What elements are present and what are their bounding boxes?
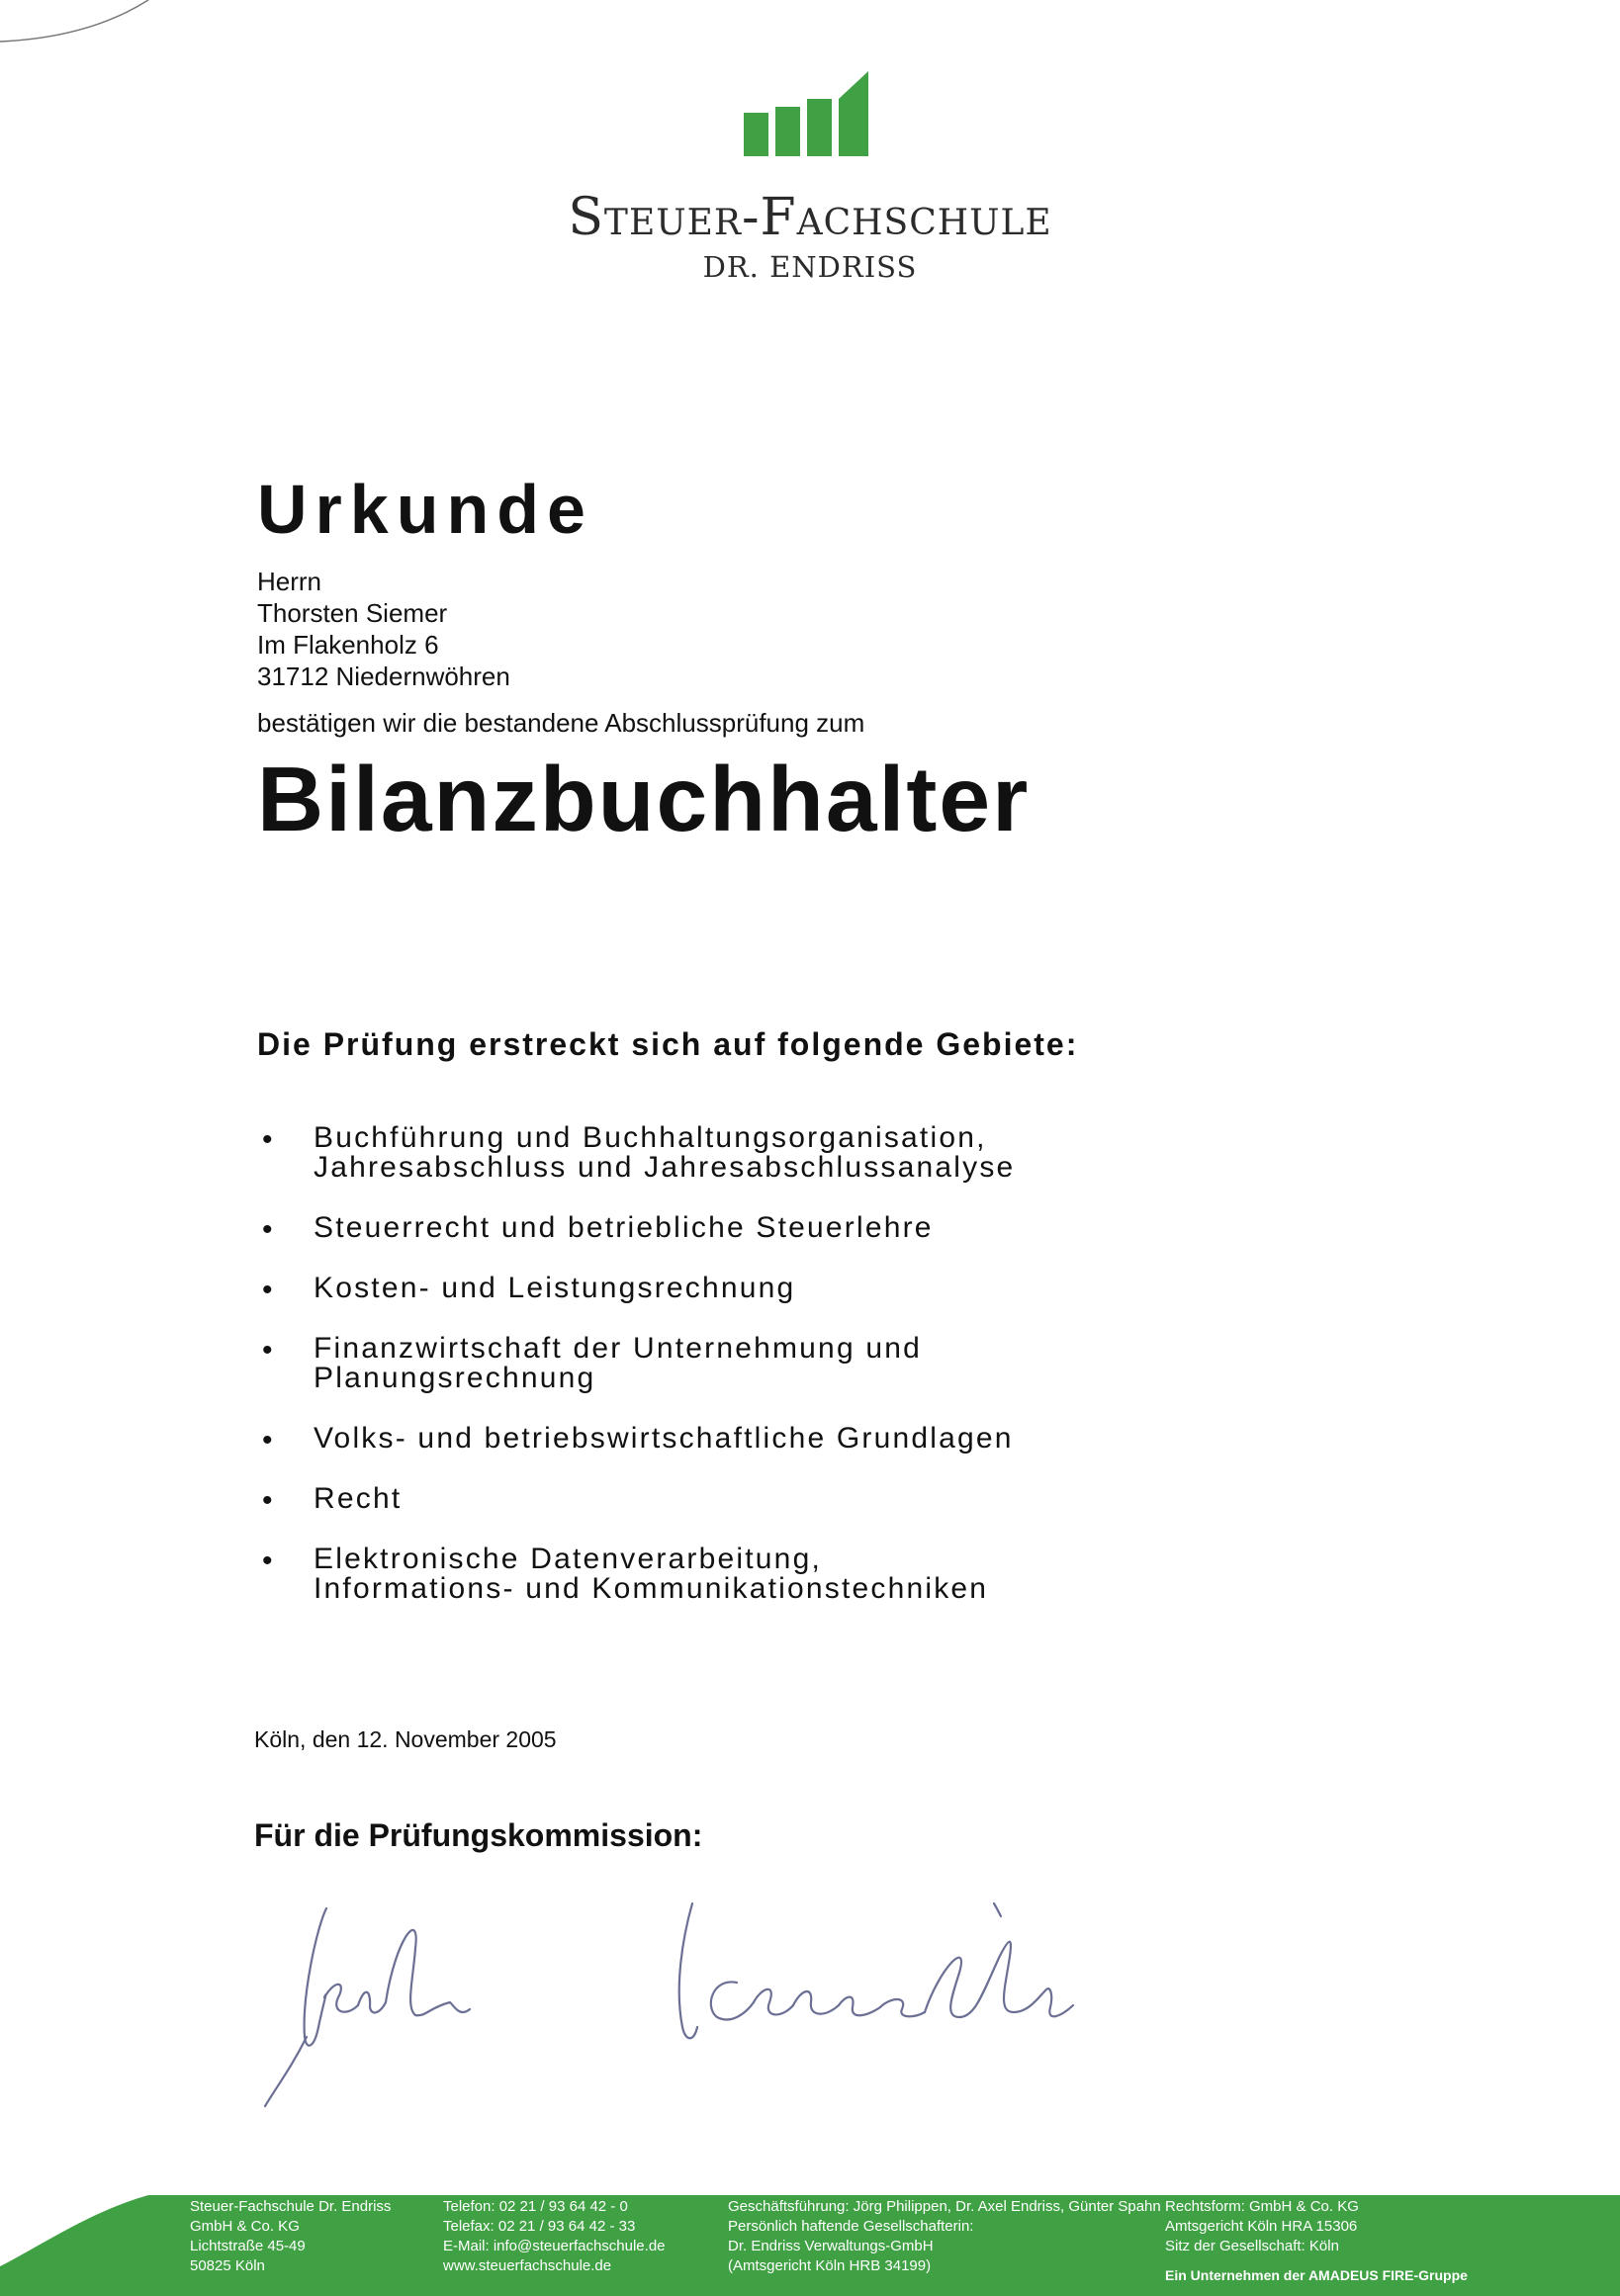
signature-icon [247,1879,1266,2116]
subject-item: • Kosten- und Leistungsrechnung [257,1274,1015,1303]
footer-legal-column: Rechtsform: GmbH & Co. KG Amtsgericht Köln HRA 15306 Sitz der Gesellschaft: Köln Ein Unternehmen der AMADEUS FIRE-Gruppe [1165,2198,1468,2283]
subject-item: • Steuerrecht und betriebliche Steuerlehre [257,1213,1015,1243]
place-date: Köln, den 12. November 2005 [254,1726,557,1752]
subject-item: • Finanzwirtschaft der Unternehmung und Planungsrechnung [257,1334,1015,1393]
confirmation-text: bestätigen wir die bestandene Abschlussprüfung zum [257,708,865,738]
subject-list [257,1123,1015,1634]
footer-website-link[interactable]: www.steuerfachschule.de [443,2257,612,2274]
recipient-street: Im Flakenholz 6 [257,630,439,660]
subjects-heading: Die Prüfung erstreckt sich auf folgende Gebiete: [257,1026,1079,1062]
subject-item: • Elektronische Datenverarbeitung, Informations- und Kommunikationstechniken [257,1545,1015,1604]
corner-arc-decoration [0,0,158,49]
recipient-city: 31712 Niedernwöhren [257,662,510,691]
salutation: Herrn [257,567,322,596]
footer-group-line: Ein Unternehmen der AMADEUS FIRE-Gruppe [1165,2267,1468,2283]
subject-item: • Recht [257,1484,1015,1514]
logo-bars-icon [744,71,868,156]
footer-contact-column: Telefon: 02 21 / 93 64 42 - 0 Telefax: 02 21 / 93 64 42 - 33 E-Mail: info@steuerfachschule.de www.steuerfachschule.de [443,2198,666,2274]
recipient-name: Thorsten Siemer [257,598,448,628]
footer-management-column: Geschäftsführung: Jörg Philippen, Dr. Axel Endriss, Günter Spahn Persönlich haftende Gesellschafterin: Dr. Endriss Verwaltungs-GmbH (Amtsgericht Köln HRB 34199) [728,2198,1161,2274]
logo-subtitle: DR. ENDRISS [702,250,918,284]
document-title: Urkunde [257,471,593,548]
recipient-address [257,566,510,692]
subject-item: • Buchführung und Buchhaltungsorganisation, Jahresabschluss und Jahresabschlussanalyse [257,1123,1015,1183]
commission-label: Für die Prüfungskommission: [254,1817,703,1853]
footer-company-column: Steuer-Fachschule Dr. Endriss GmbH & Co. KG Lichtstraße 45-49 50825 Köln [190,2198,392,2274]
degree-title: Bilanzbuchhalter [257,748,1031,850]
subject-item: • Volks- und betriebswirtschaftliche Grundlagen [257,1424,1015,1454]
footer [0,2197,1620,2296]
footer-email-link[interactable]: E-Mail: info@steuerfachschule.de [443,2238,666,2254]
logo-title: Steuer-Fachschule [568,188,1052,247]
